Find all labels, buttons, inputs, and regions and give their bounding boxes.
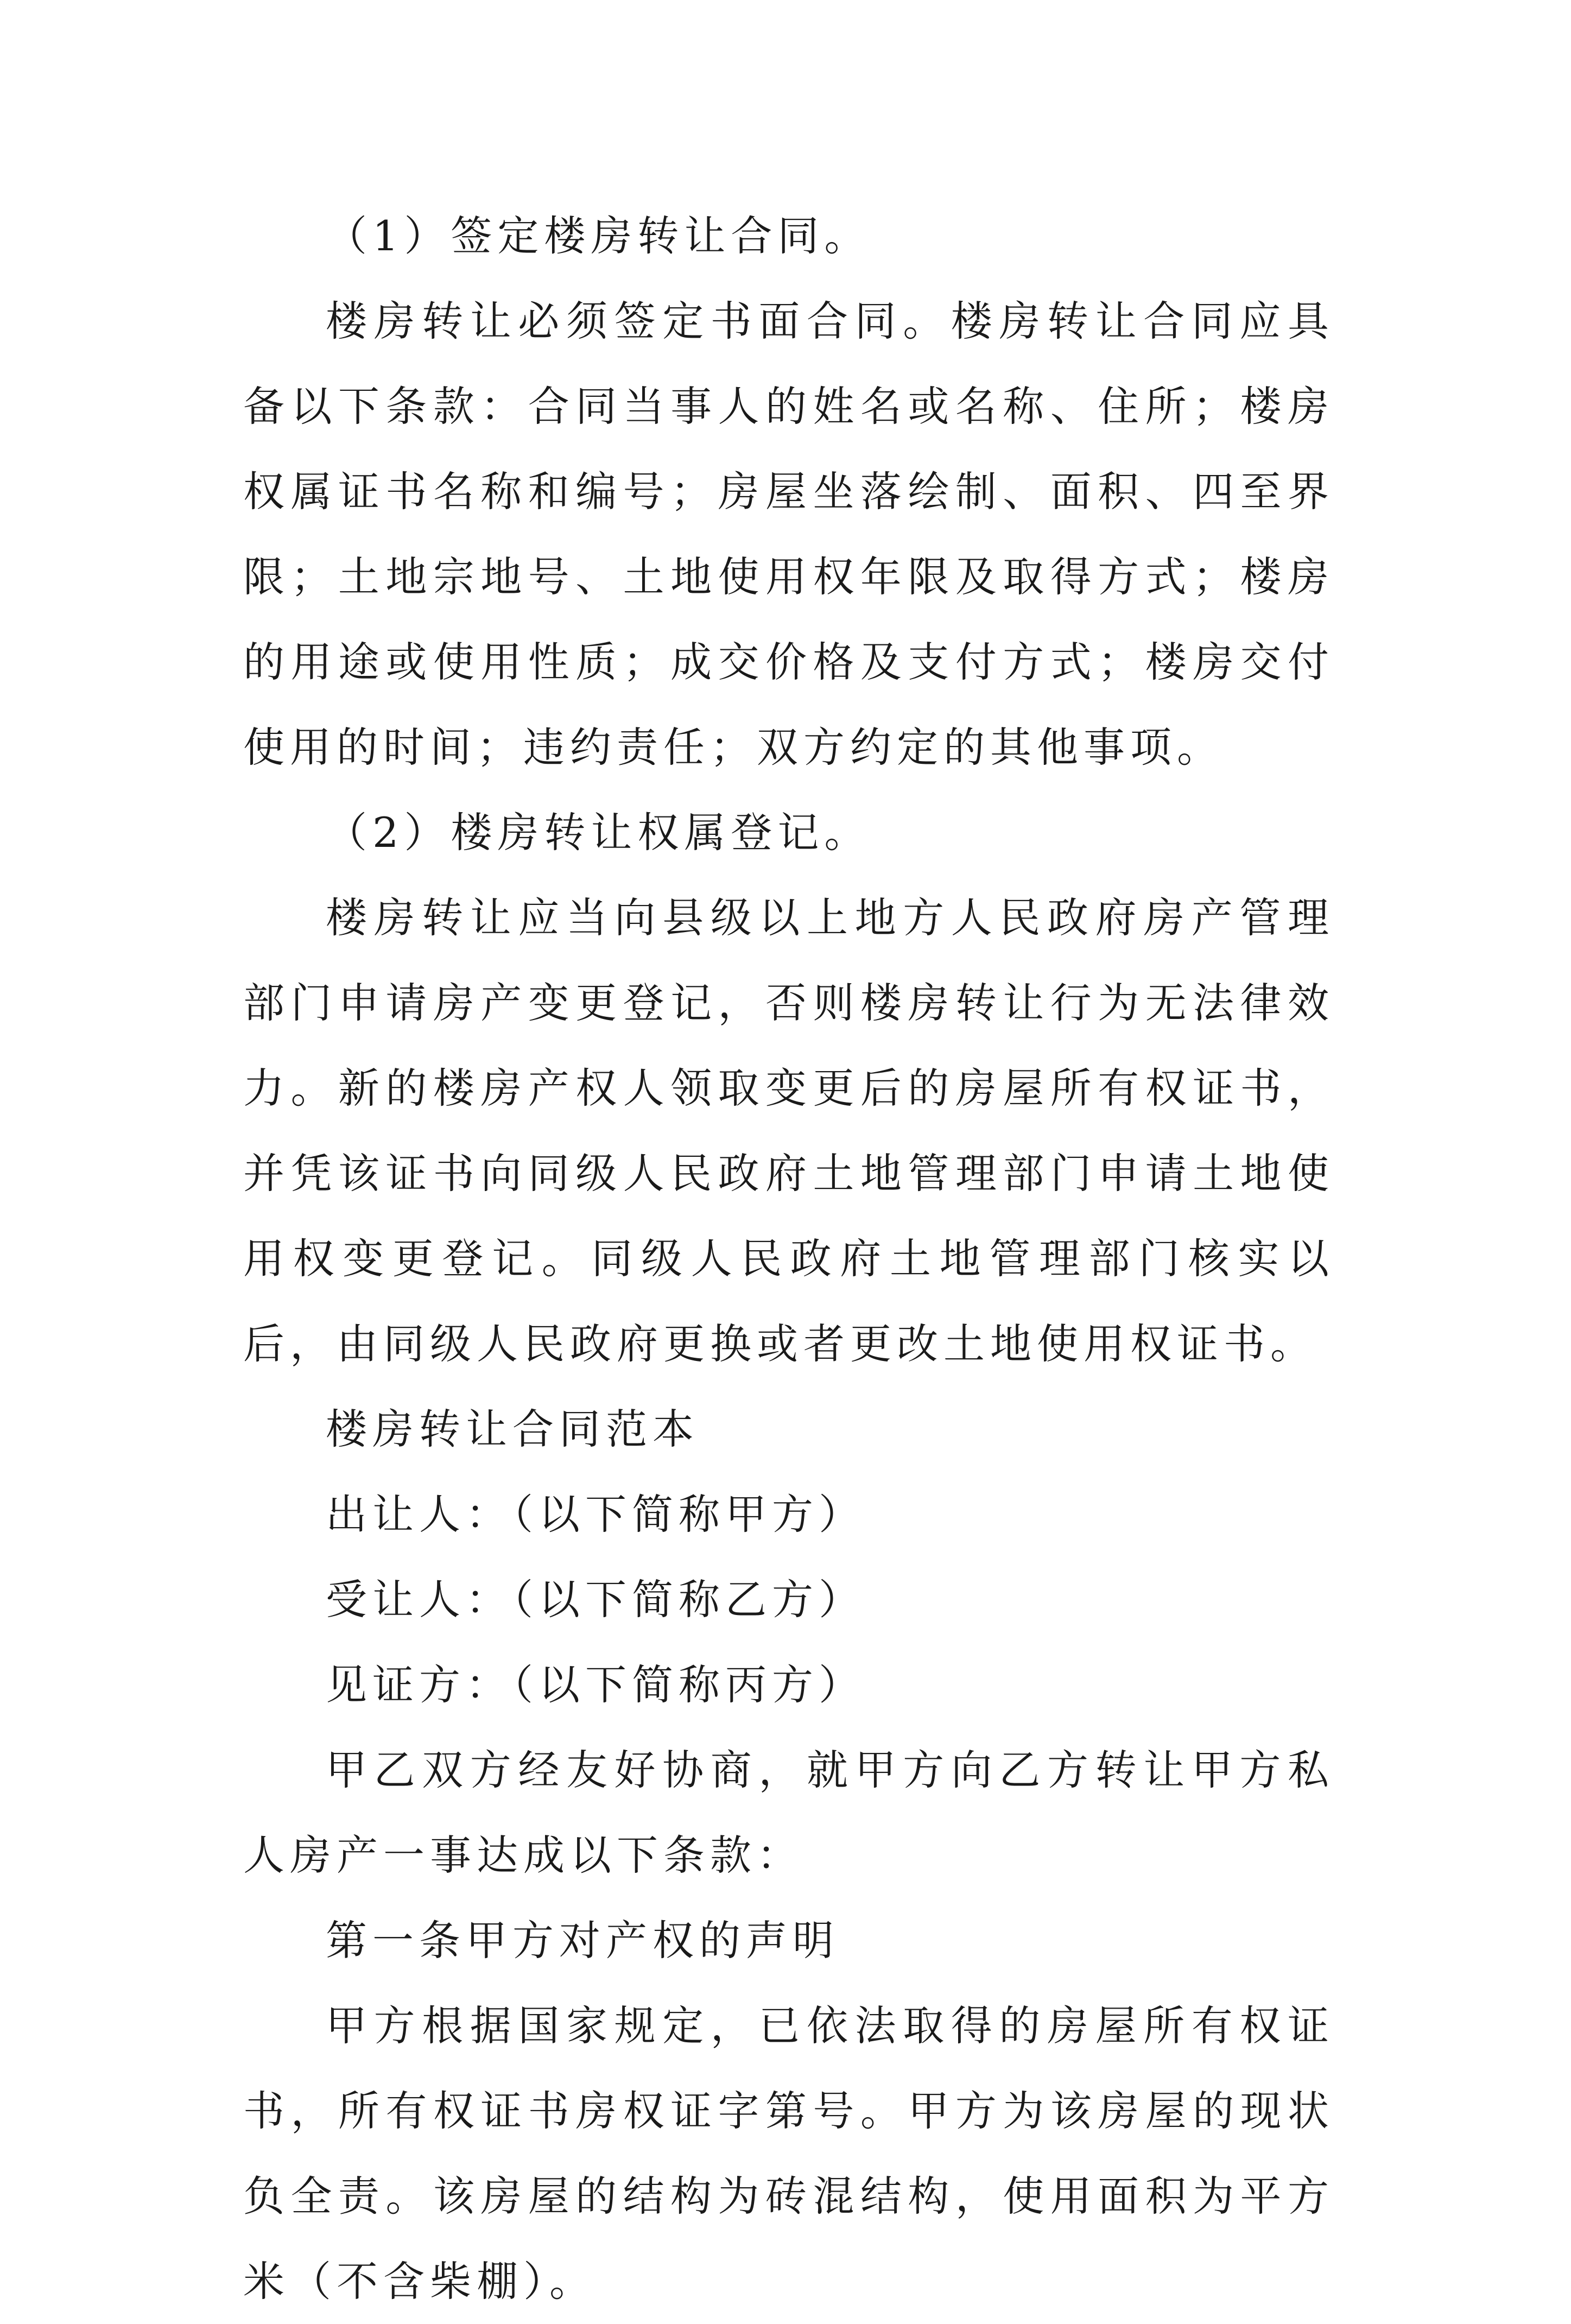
body-paragraph: 楼房转让应当向县级以上地方人民政府房产管理部门申请房产变更登记，否则楼房转让行为无法律效力。新的楼房产权人领取变更后的房屋所有权证书，并凭该证书向同级人民政府土地管理部门申请土地使用权变更登记。同级人民政府土地管理部门核实以后，由同级人民政府更换或者更改土地使用权证书。	[243, 894, 1334, 1368]
party-transferee: 受让人：（以下简称乙方）	[326, 1575, 865, 1624]
party-transferor: 出让人：（以下简称甲方）	[326, 1490, 865, 1538]
party-witness: 见证方：（以下简称丙方）	[326, 1661, 865, 1709]
article-heading: 第一条甲方对产权的声明	[326, 1916, 839, 1965]
document-body	[243, 193, 1334, 2324]
section-heading-1: （1）签定楼房转让合同。	[326, 212, 871, 260]
contract-title: 楼房转让合同范本	[326, 1405, 699, 1453]
body-paragraph: 甲方根据国家规定，已依法取得的房屋所有权证书，所有权证书房权证字第号。甲方为该房屋的现状负全责。该房屋的结构为砖混结构，使用面积为平方米（不含柴棚）。	[243, 2002, 1334, 2306]
section-heading-2: （2）楼房转让权属登记。	[326, 808, 871, 857]
body-paragraph: 甲乙双方经友好协商，就甲方向乙方转让甲方私人房产一事达成以下条款：	[243, 1746, 1334, 1879]
body-paragraph: 楼房转让必须签定书面合同。楼房转让合同应具备以下条款：合同当事人的姓名或名称、住所；楼房权属证书名称和编号；房屋坐落绘制、面积、四至界限；土地宗地号、土地使用权年限及取得方式；楼房的用途或使用性质；成交价格及支付方式；楼房交付使用的时间；违约责任；双方约定的其他事项。	[243, 297, 1334, 771]
